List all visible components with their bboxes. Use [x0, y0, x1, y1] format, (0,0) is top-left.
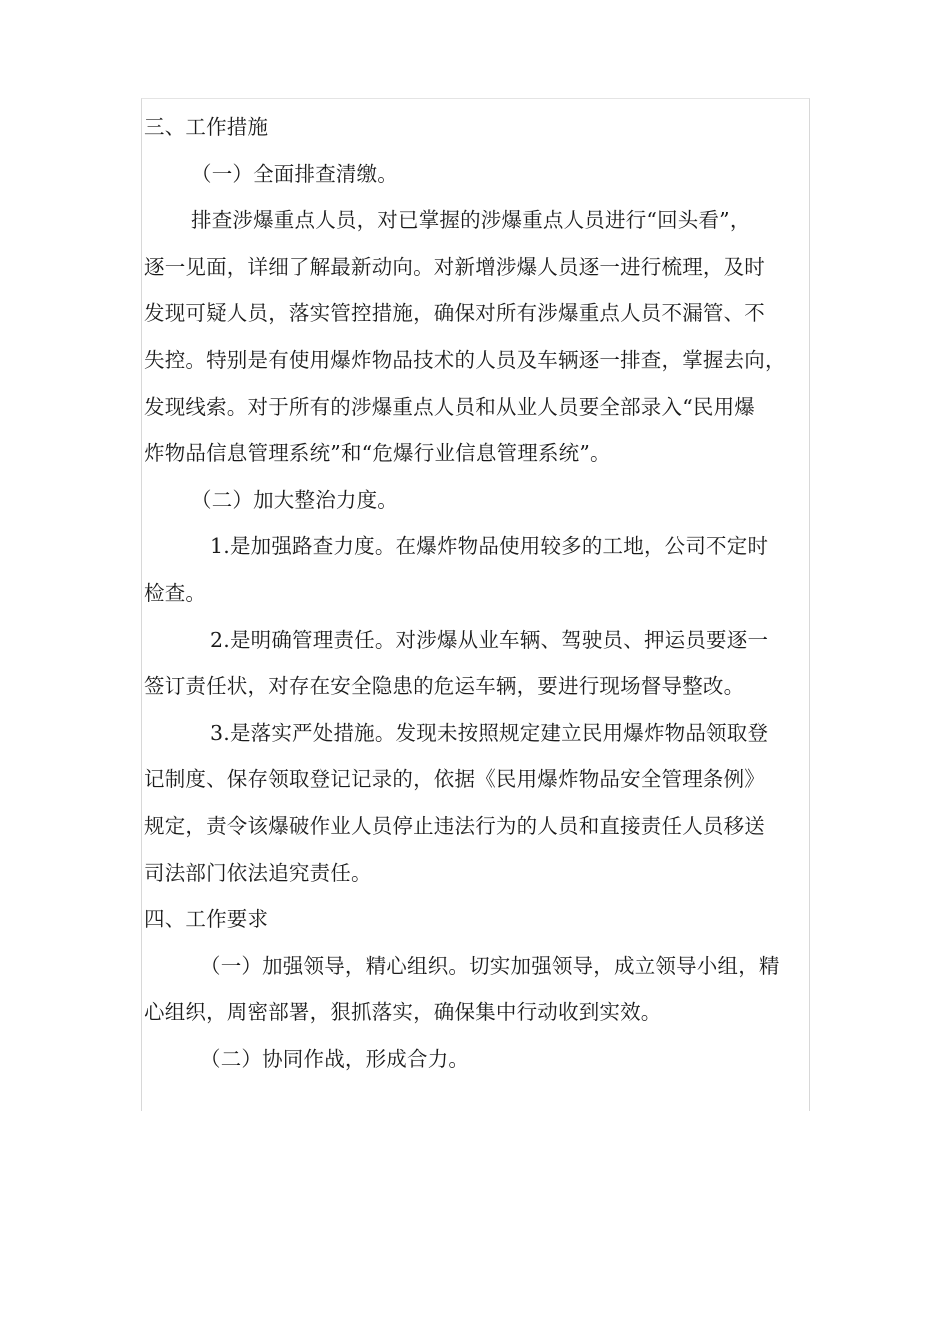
subheading-3-2: （二）加大整治力度。 [191, 487, 398, 512]
subheading-4-2: （二）协同作战，形成合力。 [200, 1046, 470, 1071]
section-heading-4: 四、工作要求 [144, 907, 269, 932]
paragraph-line: 发现线索。对于所有的涉爆重点人员和从业人员要全部录入“民用爆 [144, 394, 755, 419]
paragraph-line: 心组织，周密部署，狠抓落实，确保集中行动收到实效。 [144, 1000, 662, 1025]
section-heading-3: 三、工作措施 [144, 115, 269, 139]
subheading-4-1: （一）加强领导，精心组织。切实加强领导，成立领导小组，精 [200, 953, 780, 978]
paragraph-line: 发现可疑人员，落实管控措施，确保对所有涉爆重点人员不漏管、不 [144, 301, 765, 326]
paragraph-line: 排查涉爆重点人员，对已掌握的涉爆重点人员进行“回头看”， [191, 208, 751, 233]
paragraph-line: 规定，责令该爆破作业人员停止违法行为的人员和直接责任人员移送 [144, 813, 765, 838]
list-item-1: 1.是加强路查力度。在爆炸物品使用较多的工地，公司不定时 [210, 534, 769, 559]
paragraph-line: 司法部门依法追究责任。 [144, 860, 372, 885]
paragraph-line: 检查。 [144, 580, 207, 605]
paragraph-line: 逐一见面，详细了解最新动向。对新增涉爆人员逐一进行梳理，及时 [144, 254, 765, 279]
subheading-3-1: （一）全面排查清缴。 [191, 161, 398, 186]
paragraph-line: 记制度、保存领取登记记录的，依据《民用爆炸物品安全管理条例》 [144, 767, 765, 792]
paragraph-line: 签订责任状，对存在安全隐患的危运车辆，要进行现场督导整改。 [144, 674, 745, 699]
list-item-2: 2.是明确管理责任。对涉爆从业车辆、驾驶员、押运员要逐一 [210, 627, 769, 652]
paragraph-line: 失控。特别是有使用爆炸物品技术的人员及车辆逐一排查，掌握去向， [144, 347, 786, 372]
list-item-3: 3.是落实严处措施。发现未按照规定建立民用爆炸物品领取登 [210, 720, 769, 745]
paragraph-line: 炸物品信息管理系统”和“危爆行业信息管理系统”。 [144, 441, 611, 466]
document-body [144, 104, 824, 1082]
